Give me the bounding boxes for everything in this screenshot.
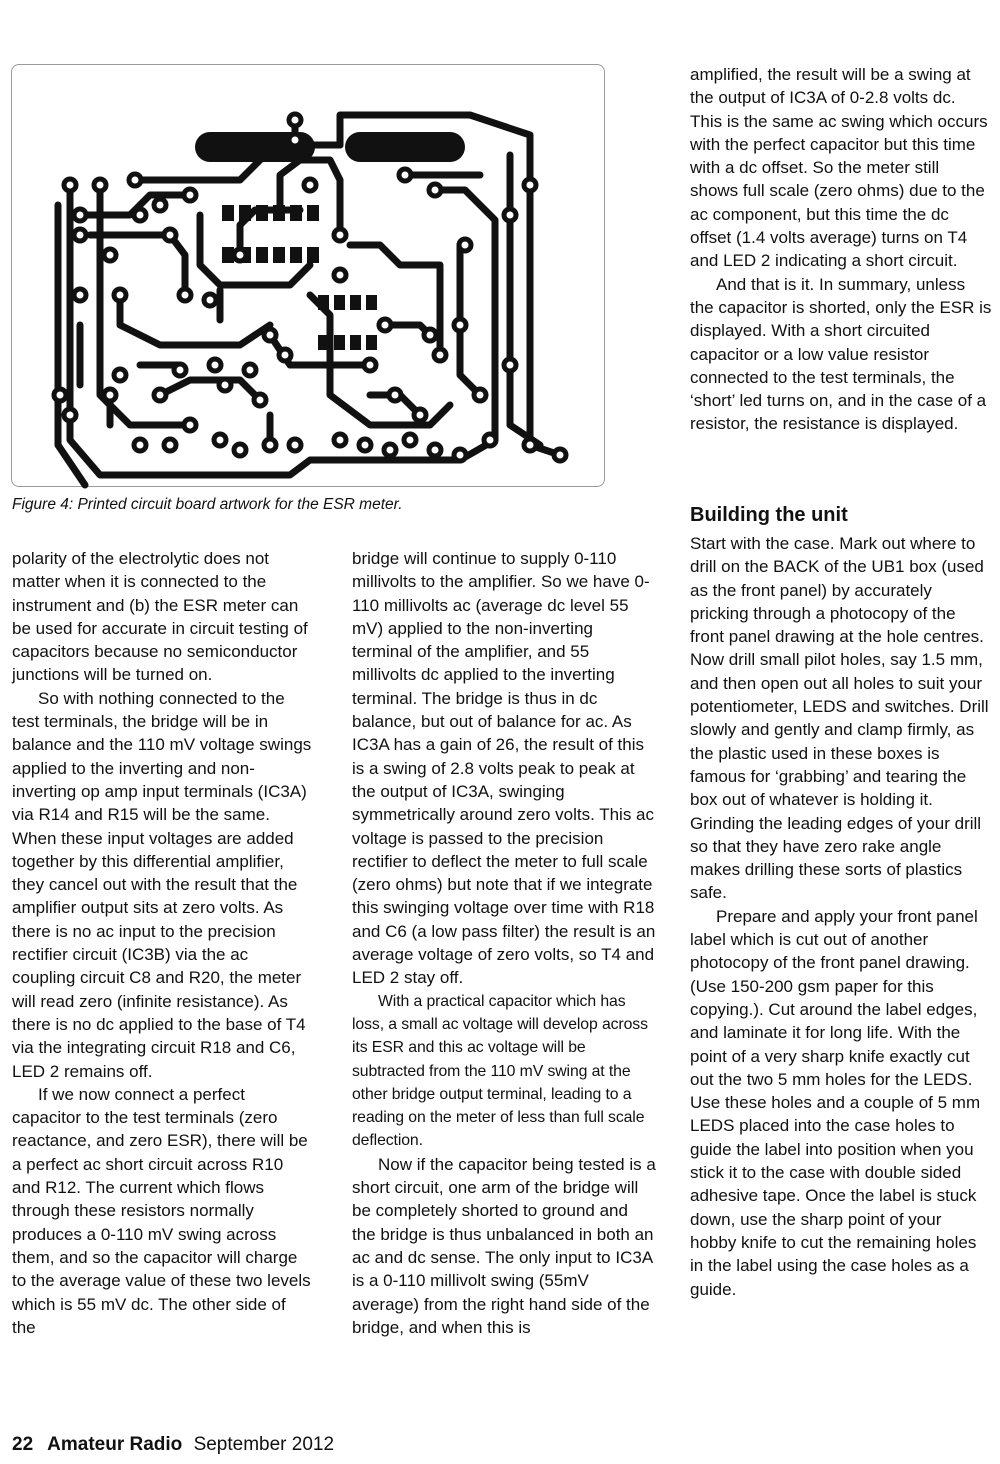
text-column-1	[12, 547, 312, 1339]
figure-caption: Figure 4: Printed circuit board artwork for the ESR meter.	[12, 496, 403, 513]
page-number: 22	[12, 1434, 34, 1455]
text-column-2	[352, 547, 656, 1339]
paragraph: So with nothing connected to the test terminals, the bridge will be in balance and the 110 mV voltage swings applied to the inverting and non-inverting op amp input terminals (IC3A) via R14 and R15 will be the same. When these input voltages are added together by this differential amplifier, they cancel out with the result that the amplifier output sits at zero volts. As there is no ac input to the precision rectifier circuit (IC3B) via the ac coupling circuit C8 and R20, the meter will read zero (infinite resistance). As there is no dc applied to the base of T4 via the integrating circuit R18 and C6, LED 2 remains off.	[12, 688, 312, 1081]
paragraph: polarity of the electrolytic does not matter when it is connected to the instrument and (b) the ESR meter can be used for accurate in circuit testing of capacitors because no semiconductor junctions will be turned on.	[12, 549, 308, 685]
paragraph: With a practical capacitor which has loss, a small ac voltage will develop across its ESR and this ac voltage will be subtracted from the 110 mV swing at the other bridge output terminal, leading to a reading on the meter of less than full scale deflection.	[352, 992, 648, 1150]
issue-date: September 2012	[193, 1434, 335, 1455]
pcb-figure	[11, 64, 605, 487]
pcb-artwork-illustration	[40, 95, 570, 495]
paragraph: bridge will continue to supply 0-110 millivolts to the amplifier. So we have 0-110 millivolts ac (average dc level 55 mV) applied to the non-inverting terminal of the amplifier, and 55 millivolts dc applied to the inverting terminal. The bridge is thus in dc balance, but out of balance for ac. As IC3A has a gain of 26, the result of this is a swing of 2.8 volts peak to peak at the output of IC3A, swinging symmetrically around zero volts. This ac voltage is passed to the precision rectifier to deflect the meter to full scale (zero ohms) but note that if we integrate this swinging voltage over time with R18 and C6 (a low pass filter) the result is an average voltage of zero volts, so T4 and LED 2 stay off.	[352, 549, 656, 988]
paragraph: If we now connect a perfect capacitor to the test terminals (zero reactance, and zero ESR), there will be a perfect ac short circuit across R10 and R12. The current which flows through these resistors normally produces a 0-110 mV swing across them, and so the capacitor will charge to the average value of these two levels which is 55 mV dc. The other side of the	[12, 1084, 311, 1337]
text-column-3-bottom	[690, 532, 992, 1301]
text-column-3-top	[690, 63, 992, 436]
paragraph: Now if the capacitor being tested is a short circuit, one arm of the bridge will be completely shorted to ground and the bridge is thus unbalanced in both an ac and dc sense. The only input to IC3A is a 0-110 millivolt swing (55mV average) from the right hand side of the bridge, and when this is	[352, 1154, 656, 1337]
page-footer	[12, 1433, 334, 1457]
paragraph: And that is it. In summary, unless the capacitor is shorted, only the ESR is displayed. With a short circuited capacitor or a low value resistor connected to the test terminals, the ‘short’ led turns on, and in the case of a resistor, the resistance is displayed.	[690, 274, 992, 434]
paragraph: Prepare and apply your front panel label which is cut out of another photocopy of the front panel drawing. (Use 150-200 gsm paper for this copying.). Cut around the label edges, and laminate it for long life. With the point of a very sharp knife exactly cut out the two 5 mm holes for the LEDS. Use these holes and a couple of 5 mm LEDS placed into the case holes to guide the label into position when you stick it to the case with double sided adhesive tape. Once the label is stuck down, use the sharp point of your hobby knife to cut the remaining holes in the label using the case holes as a guide.	[690, 906, 981, 1299]
section-heading: Building the unit	[690, 504, 848, 526]
paragraph: Start with the case. Mark out where to drill on the BACK of the UB1 box (used as the front panel) by accurately pricking through a photocopy of the front panel drawing at the hole centres. Now drill small pilot holes, say 1.5 mm, and then open out all holes to suit your potentiometer, LEDS and switches. Drill slowly and gently and clamp firmly, as the plastic used in these boxes is famous for ‘grabbing’ and tearing the box out of whatever is holding it. Grinding the leading edges of your drill so that they have zero rake angle makes drilling these sorts of plastics safe.	[690, 534, 989, 903]
paragraph: amplified, the result will be a swing at the output of IC3A of 0-2.8 volts dc. This is the same ac swing which occurs with the perfect capacitor but this time with a dc offset. So the meter still shows full scale (zero ohms) due to the ac component, but this time the dc offset (1.4 volts average) turns on T4 and LED 2 indicating a short circuit.	[690, 65, 988, 271]
magazine-name: Amateur Radio	[47, 1434, 183, 1455]
